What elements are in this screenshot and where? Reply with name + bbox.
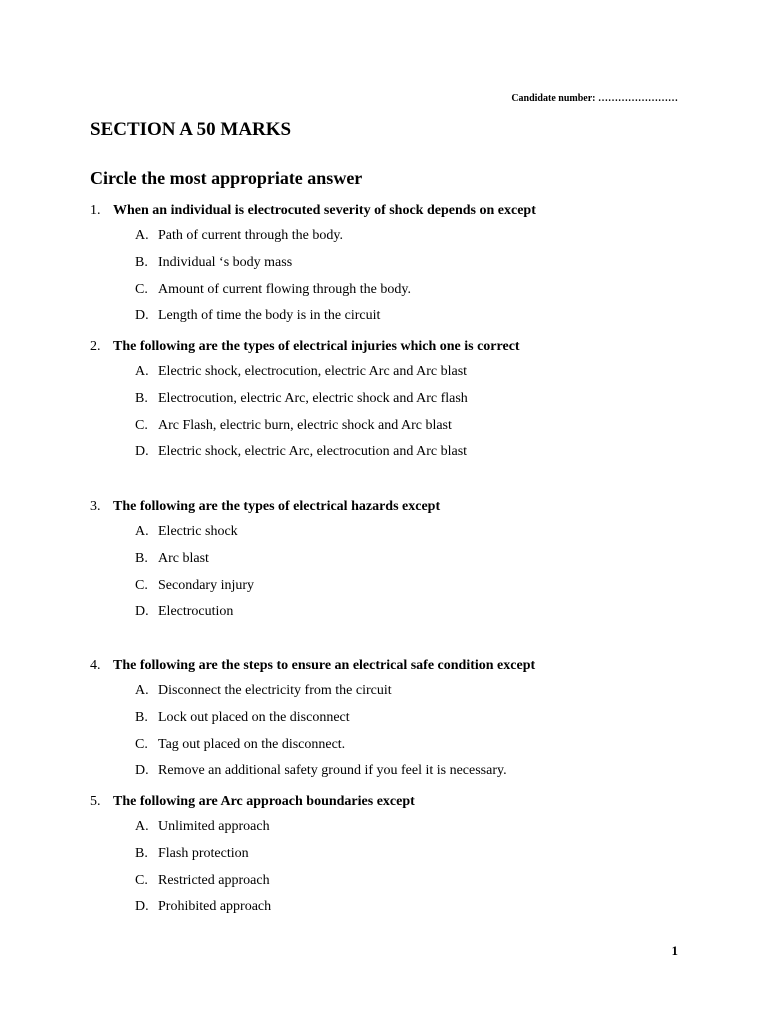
option-c[interactable] xyxy=(90,571,708,598)
question-text: The following are the types of electrical hazards except xyxy=(113,499,441,514)
option-letter: B. xyxy=(135,390,148,406)
option-text: Disconnect the electricity from the circuit xyxy=(158,683,392,698)
option-letter: C. xyxy=(135,736,148,752)
option-text: Unlimited approach xyxy=(158,819,270,834)
option-text: Flash protection xyxy=(158,845,249,861)
option-text: Arc blast xyxy=(158,550,209,566)
option-a[interactable] xyxy=(90,221,708,248)
option-letter: B. xyxy=(135,709,148,725)
option-text: Electric shock xyxy=(158,524,238,539)
option-c[interactable] xyxy=(90,866,708,893)
option-c[interactable] xyxy=(90,730,708,757)
option-text: Tag out placed on the disconnect. xyxy=(158,736,346,752)
option-d[interactable] xyxy=(90,756,708,783)
option-b[interactable] xyxy=(90,839,708,866)
option-d[interactable] xyxy=(90,597,708,624)
option-letter: A. xyxy=(135,524,149,539)
option-letter: D. xyxy=(135,308,149,324)
option-text: Electrocution, electric Arc, electric shock and Arc flash xyxy=(158,390,468,406)
option-letter: A. xyxy=(135,819,149,834)
option-b[interactable] xyxy=(90,248,708,275)
question-1 xyxy=(90,201,708,328)
question-3 xyxy=(90,497,708,624)
option-text: Secondary injury xyxy=(158,577,255,593)
candidate-number-line: Candidate number: …………………… xyxy=(511,93,678,104)
option-text: Electric shock, electrocution, electric Arc and Arc blast xyxy=(158,364,468,379)
option-letter: B. xyxy=(135,845,148,861)
question-number: 4. xyxy=(90,658,101,673)
option-letter: A. xyxy=(135,228,149,243)
question-text: When an individual is electrocuted severity of shock depends on except xyxy=(113,203,536,218)
option-letter: A. xyxy=(135,364,149,379)
option-letter: C. xyxy=(135,577,148,593)
option-text: Amount of current flowing through the body. xyxy=(158,281,411,297)
option-letter: D. xyxy=(135,444,149,460)
option-d[interactable] xyxy=(90,892,708,919)
option-letter: D. xyxy=(135,604,149,620)
option-text: Electrocution xyxy=(158,604,234,620)
option-b[interactable] xyxy=(90,384,708,411)
option-c[interactable] xyxy=(90,275,708,302)
instruction-heading: Circle the most appropriate answer xyxy=(90,168,363,188)
question-text: The following are the types of electrical injuries which one is correct xyxy=(113,339,520,354)
option-letter: C. xyxy=(135,281,148,297)
option-text: Remove an additional safety ground if you feel it is necessary. xyxy=(158,763,507,779)
option-text: Length of time the body is in the circuit xyxy=(158,308,381,324)
question-number: 2. xyxy=(90,339,101,354)
option-letter: D. xyxy=(135,763,149,779)
option-letter: C. xyxy=(135,872,148,888)
question-text: The following are Arc approach boundaries except xyxy=(113,794,415,809)
option-text: Path of current through the body. xyxy=(158,228,343,243)
option-c[interactable] xyxy=(90,411,708,438)
option-letter: A. xyxy=(135,683,149,698)
option-d[interactable] xyxy=(90,301,708,328)
question-4 xyxy=(90,656,708,783)
option-text: Restricted approach xyxy=(158,872,270,888)
question-text: The following are the steps to ensure an electrical safe condition except xyxy=(113,658,536,673)
option-a[interactable] xyxy=(90,676,708,703)
option-text: Electric shock, electric Arc, electrocution and Arc blast xyxy=(158,444,468,460)
question-number: 1. xyxy=(90,203,101,218)
option-d[interactable] xyxy=(90,437,708,464)
section-title: SECTION A 50 MARKS xyxy=(90,119,292,140)
question-2 xyxy=(90,337,708,464)
option-text: Prohibited approach xyxy=(158,899,272,915)
question-5 xyxy=(90,792,708,919)
option-text: Arc Flash, electric burn, electric shock and Arc blast xyxy=(158,417,452,433)
option-letter: B. xyxy=(135,254,148,270)
option-letter: C. xyxy=(135,417,148,433)
question-number: 3. xyxy=(90,499,101,514)
option-letter: B. xyxy=(135,550,148,566)
page-number: 1 xyxy=(671,943,678,958)
option-b[interactable] xyxy=(90,544,708,571)
option-a[interactable] xyxy=(90,812,708,839)
option-a[interactable] xyxy=(90,357,708,384)
option-b[interactable] xyxy=(90,703,708,730)
question-number: 5. xyxy=(90,794,101,809)
option-a[interactable] xyxy=(90,517,708,544)
option-text: Lock out placed on the disconnect xyxy=(158,709,350,725)
option-letter: D. xyxy=(135,899,149,915)
option-text: Individual ‘s body mass xyxy=(158,254,293,270)
